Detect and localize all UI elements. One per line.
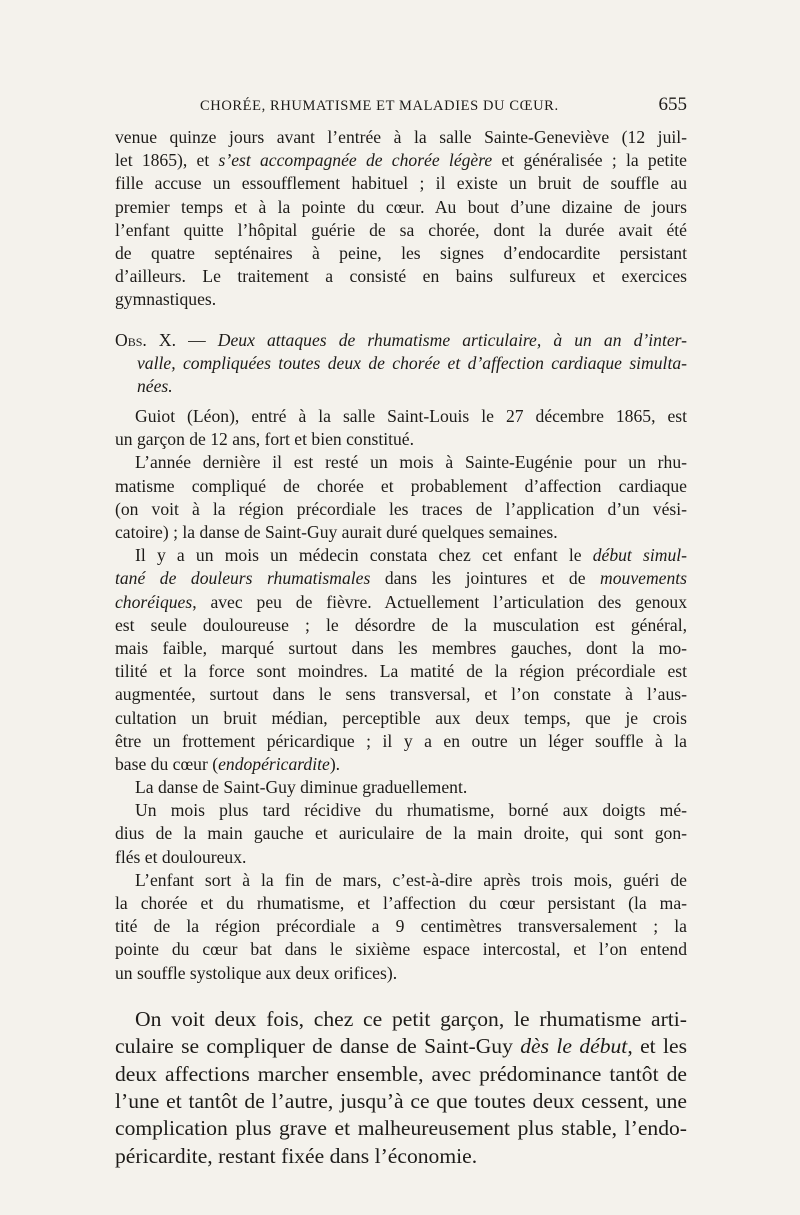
paragraph <box>115 869 687 985</box>
italic-phrase: tané de douleurs rhumatismales <box>115 568 371 589</box>
text-line: fille accuse un essoufflement habituel ; il existe un bruit de souffle au <box>115 173 687 194</box>
text-line: cultation un bruit médian, perceptible aux deux temps, que je crois <box>115 707 687 728</box>
text-line: L’enfant sort à la fin de mars, c’est-à-dire après trois mois, guéri de <box>135 869 687 890</box>
text-run: dans les jointures et de <box>370 568 601 589</box>
text-run: ). <box>329 753 341 774</box>
running-head: CHORÉE, RHUMATISME ET MALADIES DU CŒUR. <box>200 98 559 114</box>
italic-phrase: s’est accompagnée de chorée légère <box>218 150 493 171</box>
text-line: est seule douloureuse ; le désordre de la musculation est général, <box>115 614 687 635</box>
text-line: mais faible, marqué surtout dans les membres gauches, dont la mo- <box>115 637 687 658</box>
page-body <box>115 126 687 1170</box>
observation-label: Obs. X. <box>115 329 176 350</box>
text-line: de quatre septénaires à peine, les signes d’endocardite persistant <box>115 242 687 263</box>
observation-title-line: nées. <box>137 375 173 396</box>
text-line: pointe du cœur bat dans le sixième espace intercostal, et l’on entend <box>115 939 687 960</box>
em-dash: — <box>175 329 218 350</box>
text-line <box>115 591 687 614</box>
text-line: catoire) ; la danse de Saint-Guy aurait duré quelques semaines. <box>115 522 558 542</box>
text-run: , et les <box>627 1034 687 1059</box>
observation-title: Deux attaques de rhumatisme articulaire, à un an d’inter- <box>217 329 687 350</box>
text-line: La danse de Saint-Guy diminue graduellement. <box>135 777 468 798</box>
text-line: d’ailleurs. Le traitement a consisté en bains sulfureux et exercices <box>115 266 687 287</box>
text-line <box>115 567 687 590</box>
text-line <box>115 1033 687 1060</box>
text-line: On voit deux fois, chez ce petit garçon, le rhumatisme arti- <box>135 1006 687 1031</box>
text-line: un garçon de 12 ans, fort et bien constitué. <box>115 429 415 450</box>
text-line <box>115 329 687 352</box>
text-run: culaire se compliquer de danse de Saint-Guy <box>115 1034 521 1059</box>
paragraph <box>115 451 687 544</box>
text-run: et généralisée ; la petite <box>492 150 687 171</box>
text-line: un souffle systolique aux deux orifices). <box>115 962 398 983</box>
text-line: tité de la région précordiale a 9 centimètres transversalement ; la <box>115 916 687 937</box>
text-run: Il y a un mois un médecin constata chez cet enfant le <box>135 545 593 566</box>
text-line: Guiot (Léon), entré à la salle Saint-Louis le 27 décembre 1865, est <box>135 406 687 427</box>
paragraph <box>115 405 687 451</box>
observation-title-line: valle, compliquées toutes deux de chorée et d’affection cardiaque simulta- <box>137 352 687 373</box>
text-line: augmentée, surtout dans le sens transversal, et l’on constate à l’aus- <box>115 684 687 705</box>
observation-heading <box>115 329 687 399</box>
italic-phrase: endopéricardite <box>218 753 330 774</box>
text-line: péricardite, restant fixée dans l’économie. <box>115 1143 478 1168</box>
text-line: complication plus grave et malheureusement plus stable, l’endo- <box>115 1116 687 1141</box>
text-line: matisme compliqué de chorée et probablement d’affection cardiaque <box>115 475 687 496</box>
text-line: l’une et tantôt de l’autre, jusqu’à ce que toutes deux cessent, une <box>115 1088 687 1113</box>
text-line <box>115 753 687 776</box>
italic-phrase: choréiques <box>115 591 193 612</box>
text-run: let 1865), et <box>115 150 219 171</box>
paragraph <box>115 776 687 799</box>
italic-phrase: début simul- <box>592 545 687 566</box>
text-line <box>115 544 687 567</box>
text-line: tilité et la force sont moindres. La matité de la région précordiale est <box>115 661 687 682</box>
text-line: premier temps et à la pointe du cœur. Au bout d’une dizaine de jours <box>115 196 687 217</box>
text-line: être un frottement péricardique ; il y a en outre un léger souffle à la <box>115 730 687 751</box>
paragraph <box>115 544 687 776</box>
text-line: venue quinze jours avant l’entrée à la salle Sainte-Geneviève (12 juil- <box>115 127 687 147</box>
text-line: L’année dernière il est resté un mois à Sainte-Eugénie pour un rhu- <box>135 452 687 473</box>
paragraph <box>115 799 687 869</box>
text-line: flés et douloureux. <box>115 846 247 867</box>
italic-phrase: mouvements <box>600 568 688 589</box>
text-line: l’enfant quitte l’hôpital guérie de sa chorée, dont la durée avait été <box>115 219 687 240</box>
text-line: gymnastiques. <box>115 289 217 310</box>
page-number: 655 <box>658 94 687 115</box>
text-line: deux affections marcher ensemble, avec prédominance tantôt de <box>115 1061 687 1086</box>
text-line: la chorée et du rhumatisme, et l’affection du cœur persistant (la ma- <box>115 893 687 913</box>
text-line <box>115 149 687 172</box>
text-run: , avec peu de fièvre. Actuellement l’articulation des genoux <box>192 591 687 612</box>
text-line: Un mois plus tard récidive du rhumatisme, borné aux doigts mé- <box>135 800 687 821</box>
text-line: dius de la main gauche et auriculaire de la main droite, qui sont gon- <box>115 823 687 844</box>
page-header <box>115 96 687 120</box>
text-run: base du cœur ( <box>115 753 219 774</box>
commentary-paragraph <box>115 1006 687 1170</box>
text-line: (on voit à la région précordiale les traces de l’application d’un vési- <box>115 498 687 519</box>
paragraph-continued <box>115 126 687 312</box>
italic-phrase: dès le début <box>520 1034 628 1059</box>
